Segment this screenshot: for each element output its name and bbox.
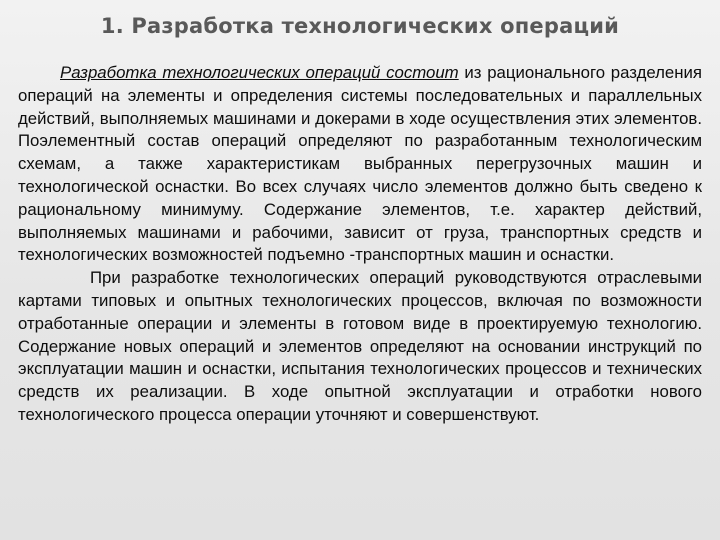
paragraph-2 [18, 267, 702, 427]
paragraph-1 [18, 62, 702, 267]
paragraph-1-text: из рационального разделения операций на элементы и определения системы последовательных и параллельных действий, выполняемых машинами и докерами в ходе осуществления этих элементов. Поэлементный состав операций определяют по разработанным технологическим схемам, а также характеристикам выбранных перегрузочных машин и технологической оснастки. Во всех случаях число элементов должно быть сведено к рациональному минимуму. Содержание элементов, т.е. характер действий, выполняемых машинами и рабочими, зависит от груза, транспортных средств и технологических возможностей подъемно -транспортных машин и оснастки. [18, 63, 702, 265]
lead-term: Разработка технологических операций состоит [60, 63, 459, 82]
slide-title: 1. Разработка технологических операций [100, 14, 620, 38]
paragraph-2-text: При разработке технологических операций руководствуются отраслевыми картами типовых и опытных технологических процессов, включая по возможности отработанные операции и элементы в готовом виде в проектируемую технологию. Содержание новых операций и элементов определяют на основании инструкций по эксплуатации машин и оснастки, испытания технологических процессов и технических средств их реализации. В ходе опытной эксплуатации и отработки нового технологического процесса операции уточняют и совершенствуют. [18, 268, 702, 424]
slide-body [18, 62, 702, 427]
